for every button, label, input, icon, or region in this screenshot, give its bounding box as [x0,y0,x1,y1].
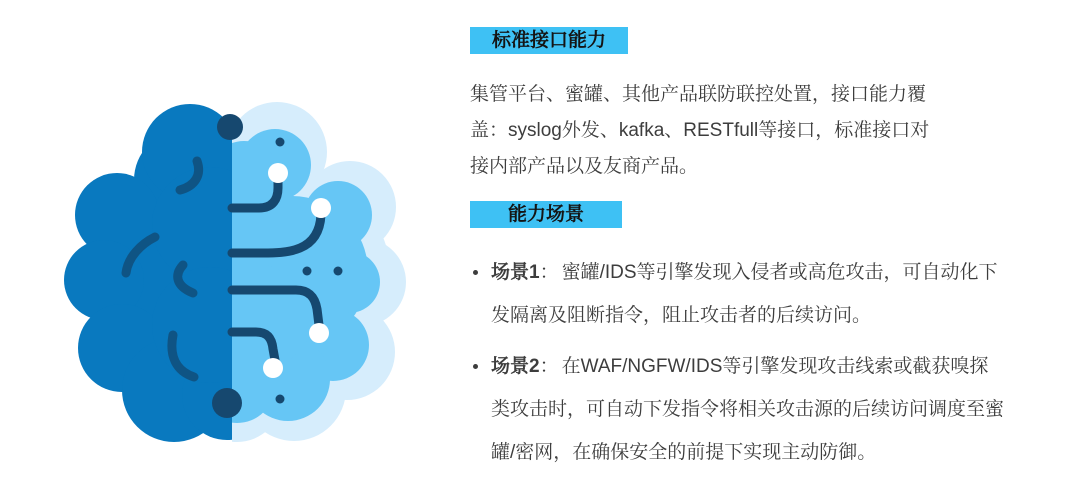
bullet-line [491,345,1070,388]
scenario-2-colon: ： [539,356,559,377]
bullet-line [491,251,1070,294]
content-column [470,27,1070,474]
scenario-1-text: 蜜罐/IDS等引擎发现入侵者或高危攻击，可自动化下 [561,262,998,283]
bullet-dot-icon [473,270,478,275]
section-badge-2-wrap [470,201,1070,228]
standard-interface-paragraph [470,77,1070,185]
paragraph-line: 盖：syslog外发、kafka、RESTfull等接口，标准接口对 [470,120,930,141]
brain-illustration [62,97,407,442]
brain-icon [62,97,407,442]
paragraph-line: 集管平台、蜜罐、其他产品联防联控处置，接口能力覆 [470,84,927,105]
scenario-2-text: 在WAF/NGFW/IDS等引擎发现攻击线索或截获嗅探 [561,356,989,377]
section-badge-2-label: 能力场景 [508,204,585,225]
bullet-line: 罐/密网，在确保安全的前提下实现主动防御。 [491,442,877,463]
bullet-line: 发隔离及阻断指令，阻止攻击者的后续访问。 [491,305,872,326]
bullet-dot-icon [473,364,478,369]
bullet-line: 类攻击时，可自动下发指令将相关攻击源的后续访问调度至蜜 [491,399,1005,420]
paragraph-line: 接内部产品以及友商产品。 [470,156,699,177]
section-badge-1-label: 标准接口能力 [492,30,607,51]
section-badge-capability-scenarios [470,201,622,228]
bullet-scenario-1 [470,251,1070,337]
scenario-1-label: 场景1 [491,262,540,283]
scenario-bullet-list [470,251,1070,474]
section-badge-standard-interface [470,27,628,54]
scenario-1-colon: ： [539,262,559,283]
bullet-scenario-2 [470,345,1070,474]
scenario-2-label: 场景2 [491,356,540,377]
